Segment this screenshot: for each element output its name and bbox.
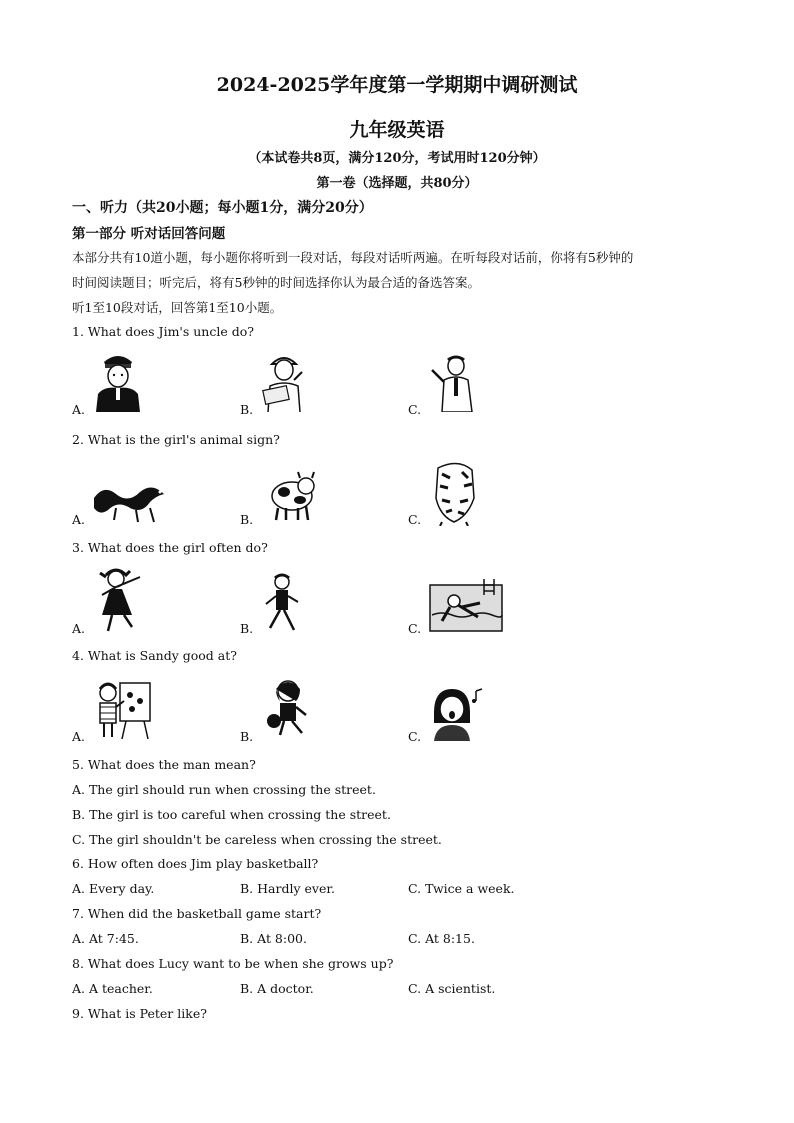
engineer-icon — [258, 350, 310, 412]
question-2: 2. What is the girl's animal sign? — [72, 432, 280, 447]
q8-option-a: A. A teacher. — [72, 981, 153, 996]
q5-option-b: B. The girl is too careful when crossing the street. — [72, 807, 391, 822]
q3-option-c: C. — [408, 621, 422, 636]
section-heading: 一、听力（共20小题；每小题1分，满分20分） — [72, 200, 373, 216]
q6-option-c: C. Twice a week. — [408, 881, 515, 896]
q4-option-b: B. — [240, 729, 254, 744]
volume-heading: 第一卷（选择题，共80分） — [316, 176, 478, 191]
question-1: 1. What does Jim's uncle do? — [72, 324, 254, 339]
instructions-line-1: 本部分共有10道小题，每小题你将听到一段对话，每段对话听两遍。在听每段对话前，你将有5秒钟的 — [72, 250, 634, 265]
question-5: 5. What does the man mean? — [72, 757, 256, 772]
q1-option-a: A. — [72, 402, 86, 417]
question-8: 8. What does Lucy want to be when she grows up? — [72, 956, 394, 971]
question-3: 3. What does the girl often do? — [72, 540, 268, 555]
q6-option-b: B. Hardly ever. — [240, 881, 335, 896]
q3-option-b: B. — [240, 621, 254, 636]
police-officer-icon — [90, 350, 146, 412]
running-girl-icon — [262, 572, 302, 634]
instructions-line-2: 时间阅读题目；听完后，将有5秒钟的时间选择你认为最合适的备选答案。 — [72, 275, 480, 290]
painting-girl-icon — [92, 677, 156, 741]
q2-option-c: C. — [408, 512, 422, 527]
q7-option-a: A. At 7:45. — [72, 931, 139, 946]
dragon-icon — [90, 478, 168, 524]
question-4: 4. What is Sandy good at? — [72, 648, 237, 663]
dancing-girl-icon — [92, 567, 148, 633]
part-heading: 第一部分 听对话回答问题 — [72, 226, 226, 242]
q6-option-a: A. Every day. — [72, 881, 155, 896]
q3-option-a: A. — [72, 621, 86, 636]
q7-option-c: C. At 8:15. — [408, 931, 475, 946]
instructions-line-3: 听1至10段对话，回答第1至10小题。 — [72, 300, 283, 315]
tiger-icon — [428, 458, 482, 526]
q5-option-c: C. The girl shouldn't be careless when crossing the street. — [72, 832, 442, 847]
question-6: 6. How often does Jim play basketball? — [72, 856, 319, 871]
q5-option-a: A. The girl should run when crossing the street. — [72, 782, 376, 797]
q1-option-c: C. — [408, 402, 422, 417]
q7-option-b: B. At 8:00. — [240, 931, 307, 946]
exam-note: （本试卷共8页，满分120分，考试用时120分钟） — [248, 151, 546, 166]
singing-girl-icon — [428, 683, 486, 741]
q8-option-b: B. A doctor. — [240, 981, 314, 996]
question-9: 9. What is Peter like? — [72, 1006, 207, 1021]
exam-subject: 九年级英语 — [349, 119, 445, 141]
exam-title: 2024-2025学年度第一学期期中调研测试 — [216, 74, 578, 96]
q4-option-a: A. — [72, 729, 86, 744]
question-7: 7. When did the basketball game start? — [72, 906, 322, 921]
q1-option-b: B. — [240, 402, 254, 417]
q2-option-b: B. — [240, 512, 254, 527]
swimming-icon — [428, 577, 504, 633]
doctor-icon — [426, 352, 478, 412]
q8-option-c: C. A scientist. — [408, 981, 496, 996]
ox-icon — [262, 470, 318, 522]
q2-option-a: A. — [72, 512, 86, 527]
q4-option-c: C. — [408, 729, 422, 744]
basketball-girl-icon — [262, 677, 314, 737]
